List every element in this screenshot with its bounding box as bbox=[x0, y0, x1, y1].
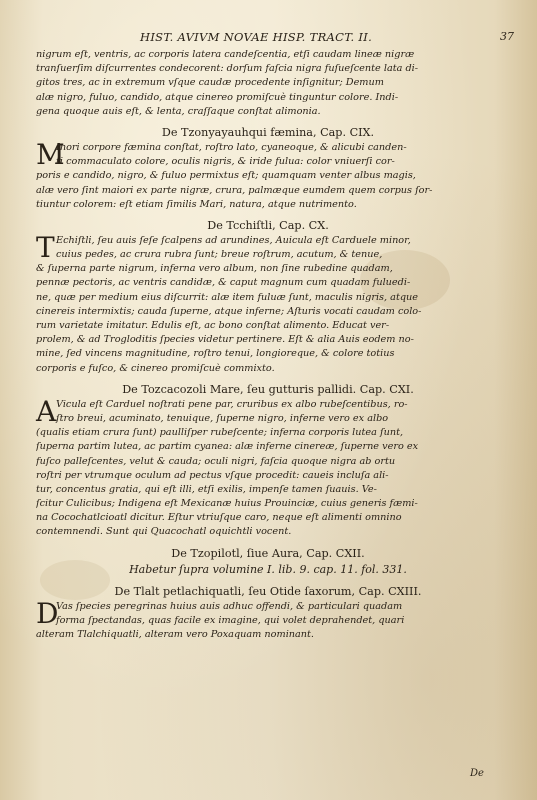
text-line: Inori corpore fæmina conſtat, roſtro lato, cyaneoque, & alicubi canden- bbox=[56, 141, 407, 153]
text-line: contemnendi. Sunt qui Quacochatl oquichtli vocent. bbox=[36, 526, 292, 538]
text-line: tranſuerſim diſcurrentes condecorent: dorſum faſcia nigra fuſueſcente lata di- bbox=[36, 63, 419, 75]
text-line: roſtri per vtrumque oculum ad pectus vſque procedit: caueis incluſa ali- bbox=[36, 469, 389, 481]
catchword: De bbox=[470, 768, 484, 779]
text-line: fuſco palleſcentes, velut & cauda; oculi nigri, faſcia quoque nigra ab ortu bbox=[36, 455, 396, 467]
drop-cap: M bbox=[36, 137, 65, 171]
page-number: 37 bbox=[500, 30, 514, 43]
text-line: ſcitur Culicibus; Indigena eſt Mexicanæ huius Prouinciæ, cuius generis fæmi- bbox=[36, 498, 418, 510]
drop-cap: T bbox=[36, 230, 55, 264]
text-line: corporis e fuſco, & cinereo promiſcuè commixto. bbox=[36, 362, 275, 374]
text-line: alæ nigro, fuluo, candido, atque cinereo promiſcuè tinguntur colore. Indi- bbox=[36, 91, 399, 103]
text-line: prolem, & ad Trogloditis ſpecies videtur pertinere. Eſt & alia Auis eodem no- bbox=[36, 334, 414, 346]
chapter-heading: De Tzonyayauhqui fæmina, Cap. CIX. bbox=[161, 125, 375, 139]
chapter-paragraph bbox=[36, 596, 500, 643]
text-line: tiuntur colorem: eſt etiam ſimilis Mari, natura, atque nutrimento. bbox=[36, 198, 357, 210]
chapter-paragraph bbox=[36, 137, 500, 212]
text-line: poris e candido, nigro, & fuluo permixtus eſt; quamquam venter albus magis, bbox=[36, 170, 416, 182]
text-line: alteram Tlalchiquatli, alteram vero Poxaquam nominant. bbox=[36, 629, 315, 640]
text-line: Vas ſpecies peregrinas huius auis adhuc offendi, & particulari quadam bbox=[56, 600, 403, 612]
drop-cap: A bbox=[36, 394, 57, 428]
text-line: ſtro breui, acuminato, tenuique, ſuperne nigro, inferne vero ex albo bbox=[56, 412, 389, 424]
text-line: gena quoque auis eſt, & lenta, craſſaque conſtat alimonia. bbox=[36, 105, 321, 117]
chapter-heading: De Tozcacozoli Mare, ſeu gutturis pallidi. Cap. CXI. bbox=[122, 382, 414, 396]
text-line: rum varietate imitatur. Edulis eſt, ac bono conſtat alimento. Educat ver- bbox=[36, 320, 390, 331]
text-line: tur, concentus gratia, qui eſt illi, etſi exilis, impenſe tamen ſuauis. Ve- bbox=[36, 483, 377, 495]
text-line: ne, quæ per medium eius diſcurrit: alæ item fuluæ ſunt, maculis nigris, atque bbox=[36, 291, 419, 303]
chapter-paragraph bbox=[36, 230, 500, 376]
chapter-heading: De Tcchiſtli, Cap. CX. bbox=[207, 218, 329, 232]
text-line: mine, ſed vincens magnitudine, roſtro tenui, longioreque, & colore totius bbox=[36, 348, 395, 360]
cross-reference: Habetur ſupra volumine I. lib. 9. cap. 11. fol. 331. bbox=[129, 562, 407, 576]
text-line: ti commaculato colore, oculis nigris, & iride fulua: color vniuerſi cor- bbox=[56, 156, 395, 168]
text-line: Vicula eſt Carduel noſtrati pene par, cruribus ex albo rubeſcentibus, ro- bbox=[56, 398, 408, 410]
running-head: HIST. AVIVM NOVAE HISP. TRACT. II. bbox=[140, 30, 373, 44]
text-line: forma ſpectandas, quas facile ex imagine, qui volet deprahendet, quari bbox=[56, 614, 405, 626]
chapter-heading: De Tlalt petlachiquatli, ſeu Otide ſaxorum, Cap. CXIII. bbox=[114, 584, 422, 598]
text-line: Echiſtli, ſeu auis ſeſe ſcalpens ad arundines, Auicula eſt Carduele minor, bbox=[56, 234, 411, 246]
text-line: pennæ pectoris, ac ventris candidæ, & caput magnum cum quadam fuluedi- bbox=[36, 277, 411, 289]
drop-cap: D bbox=[36, 596, 59, 630]
text-line: & ſuperna parte nigrum, inferna vero album, non ſine rubedine quadam, bbox=[36, 263, 393, 275]
text-line: nigrum eſt, ventris, ac corporis latera candeſcentia, etſi caudam lineæ nigræ bbox=[36, 49, 415, 60]
text-line: na Cocochatlcioatl dicitur. Eſtur vtriuſque caro, neque eſt alimenti omnino bbox=[36, 512, 402, 524]
text-line: cinereis intermixtis; cauda ſuperne, atque inferne; Aſturis vocati caudam colo- bbox=[36, 305, 422, 317]
body-text bbox=[36, 48, 500, 642]
chapter-heading: De Tzopilotl, ſiue Aura, Cap. CXII. bbox=[171, 546, 365, 560]
chapter-paragraph bbox=[36, 394, 500, 540]
text-line: ſuperna partim lutea, ac partim cyanea: alæ inferne cinereæ, ſuperne vero ex bbox=[36, 441, 419, 453]
text-line: alæ vero ſint maiori ex parte nigræ, crura, palmæque eumdem quem corpus ſor- bbox=[36, 184, 433, 196]
text-line: (qualis etiam crura ſunt) paulliſper rubeſcente; inferna corporis lutea ſunt, bbox=[36, 427, 404, 439]
text-line: gitos tres, ac in extremum vſque caudæ procedente inſignitur; Demum bbox=[36, 77, 384, 89]
text-line: cuius pedes, ac crura rubra ſunt; breue roſtrum, acutum, & tenue, bbox=[56, 249, 383, 261]
